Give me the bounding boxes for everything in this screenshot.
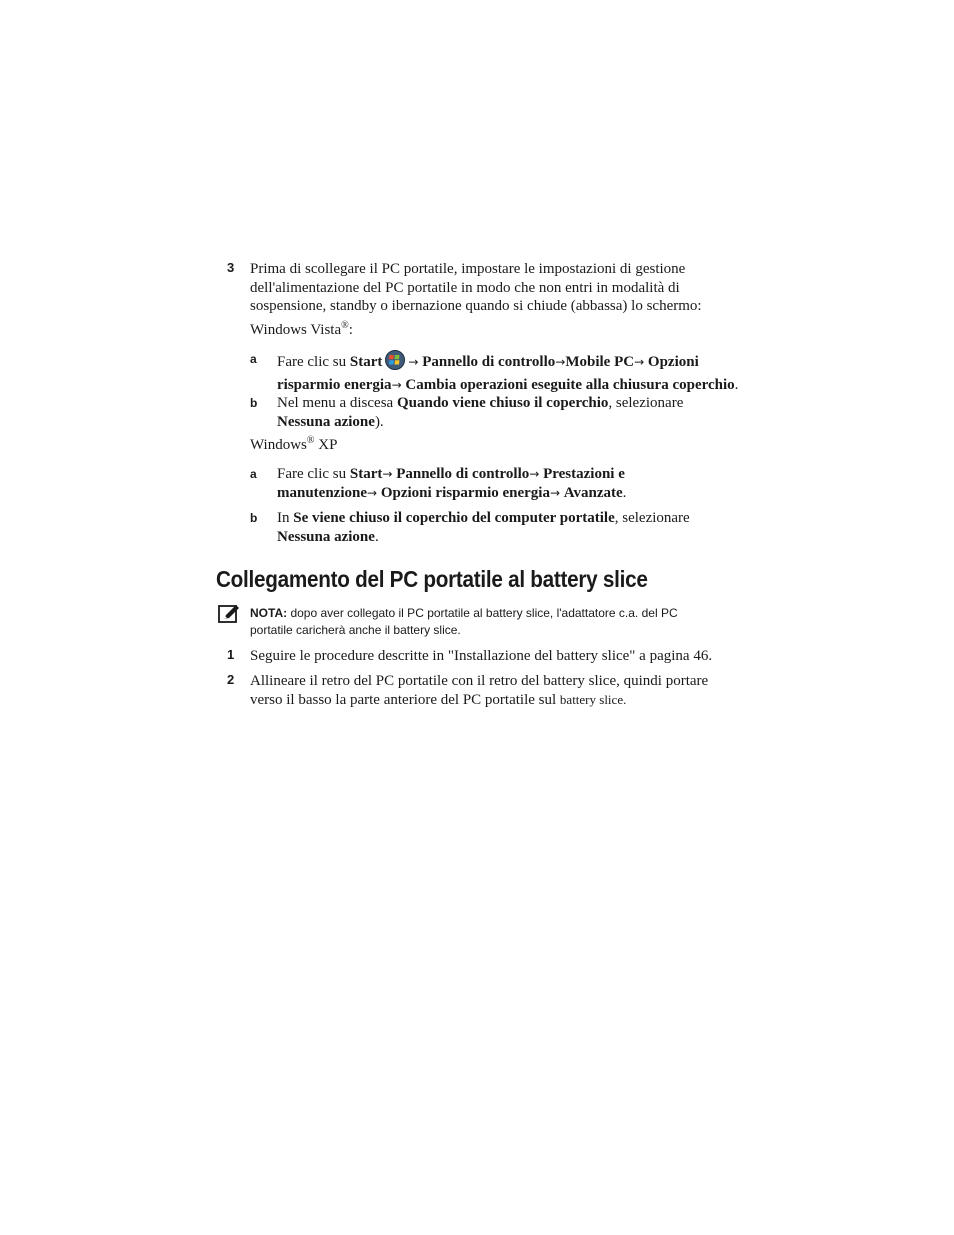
step-number: 1 bbox=[227, 647, 235, 662]
step-text: Prima di scollegare il PC portatile, impostare le impostazioni di gestione dell'alimentazione del PC portatile in modo che non entri in modalità di sospensione, standby o ibernazione quando si chiude (abbassa) lo schermo: bbox=[250, 261, 702, 314]
os-label-vista: Windows Vista®: bbox=[250, 320, 353, 338]
sub-step-text: Fare clic su Start → Pannello di controllo→Mobile PC→ Opzioni risparmio energia→ Cambia operazioni eseguite alla chiusura coperchio. bbox=[277, 350, 747, 394]
sub-step-letter: b bbox=[250, 396, 258, 410]
step-text: Allineare il retro del PC portatile con il retro del battery slice, quindi portare verso il basso la parte anteriore del PC portatile sul battery slice. bbox=[250, 673, 709, 708]
sub-step-letter: a bbox=[250, 352, 257, 366]
pencil-note-icon bbox=[218, 604, 240, 629]
sub-step-text: Nel menu a discesa Quando viene chiuso il coperchio, selezionare Nessuna azione). bbox=[277, 395, 684, 430]
step-number: 3 bbox=[227, 260, 235, 275]
note-text: NOTA: dopo aver collegato il PC portatile al battery slice, l'adattatore c.a. del PC portatile caricherà anche il battery slice. bbox=[250, 606, 678, 637]
sub-step-text: In Se viene chiuso il coperchio del computer portatile, selezionare Nessuna azione. bbox=[277, 510, 690, 545]
windows-start-icon bbox=[384, 350, 406, 376]
section-heading: Collegamento del PC portatile al battery slice bbox=[216, 566, 648, 592]
sub-step-letter: b bbox=[250, 511, 258, 525]
sub-step-letter: a bbox=[250, 467, 257, 481]
step-text: Seguire le procedure descritte in "Installazione del battery slice" a pagina 46. bbox=[250, 648, 713, 664]
step-number: 2 bbox=[227, 672, 235, 687]
os-label-xp: Windows® XP bbox=[250, 435, 338, 453]
sub-step-text: Fare clic su Start→ Pannello di controllo→ Prestazioni e manutenzione→ Opzioni risparmio energia→ Avanzate. bbox=[277, 466, 627, 501]
